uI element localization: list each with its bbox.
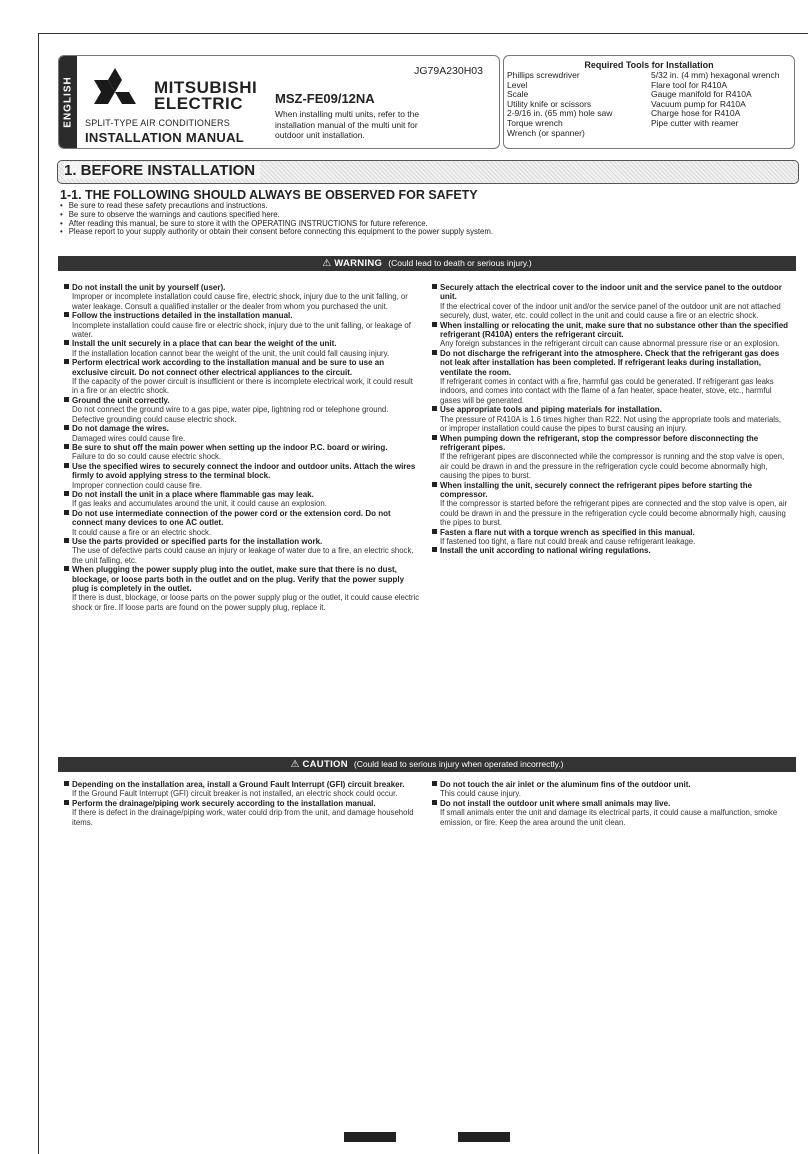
- safety-item-body: If the electrical cover of the indoor unit and/or the service panel of the outdoor unit are not attached securely, dust, water, etc. could collect in the unit and could cause a fire or an electric shock.: [440, 301, 781, 321]
- safety-item-heading: Perform the drainage/piping work securely according to the installation manual.: [64, 799, 420, 808]
- safety-item: [64, 490, 420, 509]
- safety-item-body: If refrigerant comes in contact with a fire, harmful gas could be generated. If refrigerant gas leaks indoors, and comes into contact with the flame of a fan heater, space heater, stove, etc., harmful gases will be generated.: [440, 377, 774, 405]
- safety-item-heading: Depending on the installation area, install a Ground Fault Interrupt (GFI) circuit breaker.: [64, 780, 420, 789]
- brand-name-line2: ELECTRIC: [154, 94, 243, 113]
- section-heading-bar: [57, 160, 799, 184]
- safety-item-heading: Ground the unit correctly.: [64, 396, 420, 405]
- safety-item-body: Improper connection could cause fire.: [72, 480, 203, 490]
- tools-list-left: [507, 71, 651, 138]
- safety-item-heading: Install the unit according to national wiring regulations.: [432, 546, 790, 555]
- safety-item-heading: Fasten a flare nut with a torque wrench as specified in this manual.: [432, 528, 790, 537]
- safety-item-body: If gas leaks and accumulates around the unit, it could cause an explosion.: [72, 499, 327, 509]
- safety-item: [432, 528, 790, 547]
- tool-item: Wrench (or spanner): [507, 127, 585, 138]
- safety-item-body: If the capacity of the power circuit is insufficient or there is incomplete electrical work, it could result in a fire or an electric shock.: [72, 377, 413, 396]
- safety-item-heading: When pumping down the refrigerant, stop the compressor before disconnecting the refrigerant pipes.: [432, 434, 790, 453]
- safety-item: [64, 311, 420, 339]
- mitsubishi-logo-icon: [85, 66, 145, 110]
- safety-item: [64, 509, 420, 537]
- footer-mark-right: [458, 1132, 510, 1142]
- model-number: MSZ-FE09/12NA: [275, 91, 375, 106]
- safety-item-body: If the Ground Fault Interrupt (GFI) circuit breaker is not installed, an electric shock could occur.: [72, 789, 398, 799]
- warning-note: (Could lead to death or serious injury.): [388, 258, 532, 268]
- safety-item-body: If the installation location cannot bear the weight of the unit, the unit could fall causing injury.: [72, 348, 390, 358]
- safety-item-heading: Do not damage the wires.: [64, 424, 420, 433]
- safety-item-body: If there is defect in the drainage/piping work, water could drip from the unit, and damage household items.: [72, 808, 414, 827]
- tool-item: Utility knife or scissors: [507, 98, 592, 109]
- product-category: SPLIT-TYPE AIR CONDITIONERS: [85, 118, 230, 128]
- safety-item-heading: When plugging the power supply plug into the outlet, make sure that there is no dust, blockage, or loose parts both in the outlet and on the plug. Verify that the power supply plug is completely in the outlet.: [64, 565, 420, 593]
- safety-item-heading: Use appropriate tools and piping materials for installation.: [432, 405, 790, 414]
- brand-name-line1: MITSUBISHI: [154, 78, 258, 97]
- safety-item: [64, 443, 420, 462]
- safety-item: [64, 339, 420, 358]
- safety-item-heading: When installing the unit, securely connect the refrigerant pipes before starting the compressor.: [432, 481, 790, 500]
- tool-item: Gauge manifold for R410A: [651, 89, 752, 100]
- safety-item: [432, 405, 790, 433]
- tool-item: Flare tool for R410A: [651, 79, 728, 90]
- document-code: JG79A230H03: [414, 65, 483, 77]
- tool-item: Charge hose for R410A: [651, 108, 741, 119]
- safety-item: [432, 780, 790, 799]
- safety-item-heading: Do not discharge the refrigerant into the atmosphere. Check that the refrigerant gas does not leak after installation has been completed. If refrigerant leaks during installation, ventilate the room.: [432, 349, 790, 377]
- safety-item: [64, 424, 420, 443]
- safety-item-heading: Install the unit securely in a place that can bear the weight of the unit.: [64, 339, 420, 348]
- safety-item-body: Incomplete installation could cause fire or electric shock, injury due to the unit falling, or leakage of water.: [72, 320, 411, 340]
- safety-item-body: Failure to do so could cause electric shock.: [72, 452, 222, 462]
- tool-item: Torque wrench: [507, 117, 563, 128]
- footer-mark-left: [344, 1132, 396, 1142]
- safety-item: [432, 321, 790, 349]
- multi-unit-note: When installing multi units, refer to the installation manual of the multi unit for outdoor unit installation.: [275, 109, 420, 140]
- section-title: 1. BEFORE INSTALLATION: [64, 162, 260, 179]
- safety-item-body: The pressure of R410A is 1.6 times higher than R22. Not using the appropriate tools and materials, or improper installation could cause the pipes to burst causing an injury.: [440, 414, 782, 434]
- safety-item-body: If fastened too tight, a flare nut could break and cause refrigerant leakage.: [440, 536, 696, 546]
- safety-item: [64, 283, 420, 311]
- tool-item: Phillips screwdriver: [507, 70, 580, 80]
- safety-item-heading: Securely attach the electrical cover to the indoor unit and the service panel to the outdoor unit.: [432, 283, 790, 302]
- safety-item: [64, 537, 420, 565]
- manual-title: INSTALLATION MANUAL: [85, 130, 245, 145]
- intro-bullet: • Be sure to read these safety precautions and instructions.: [60, 202, 493, 211]
- safety-item-heading: Do not install the unit by yourself (user).: [64, 283, 420, 292]
- safety-intro-list: [60, 202, 493, 237]
- warning-column-left: [64, 283, 420, 612]
- safety-item: [64, 780, 420, 799]
- manual-header: [58, 55, 500, 149]
- safety-item: [64, 396, 420, 424]
- intro-bullet: • After reading this manual, be sure to store it with the OPERATING INSTRUCTIONS for future reference.: [60, 220, 493, 229]
- safety-item: [64, 462, 420, 490]
- tool-item: 5/32 in. (4 mm) hexagonal wrench: [651, 70, 780, 80]
- safety-item-heading: Do not use intermediate connection of the power cord or the extension cord. Do not connect many devices to one AC outlet.: [64, 509, 420, 528]
- safety-item-heading: Perform electrical work according to the installation manual and be sure to use an exclusive circuit. Do not connect other electrical appliances to the circuit.: [64, 358, 420, 377]
- tool-item: Level: [507, 79, 528, 90]
- language-label: ENGLISH: [62, 76, 74, 128]
- safety-item: [432, 283, 790, 321]
- tool-item: 2-9/16 in. (65 mm) hole saw: [507, 108, 613, 119]
- subsection-title: 1-1. THE FOLLOWING SHOULD ALWAYS BE OBSERVED FOR SAFETY: [60, 188, 478, 202]
- safety-item-heading: Use the specified wires to securely connect the indoor and outdoor units. Attach the wires firmly to avoid applying stress to the terminal block.: [64, 462, 420, 481]
- caution-band: [58, 757, 796, 772]
- safety-item-heading: Do not install the unit in a place where flammable gas may leak.: [64, 490, 420, 499]
- safety-item: [432, 546, 790, 555]
- safety-item-body: If the compressor is started before the refrigerant pipes are connected and the stop valve is open, air could be drawn in and the pressure in the refrigeration cycle could become abnormally high, causing the pipes to burst.: [440, 499, 788, 528]
- safety-item-body: The use of defective parts could cause an injury or leakage of water due to a fire, an electric shock, the unit falling, etc.: [72, 546, 414, 565]
- safety-item-heading: When installing or relocating the unit, make sure that no substance other than the specified refrigerant (R410A) enters the refrigerant circuit.: [432, 321, 790, 340]
- safety-item: [64, 358, 420, 396]
- caution-column-left: [64, 780, 420, 827]
- warning-band: [58, 256, 796, 271]
- safety-item-body: Do not connect the ground wire to a gas pipe, water pipe, lightning rod or telephone ground. Defective grounding could cause electric shock.: [72, 405, 389, 424]
- caution-note: (Could lead to serious injury when operated incorrectly.): [353, 759, 564, 769]
- required-tools-box: [503, 55, 795, 149]
- safety-item: [432, 434, 790, 481]
- intro-bullet: • Please report to your supply authority or obtain their consent before connecting this equipment to the power supply system.: [60, 228, 493, 237]
- safety-item: [432, 481, 790, 528]
- caution-triangle-icon: ⚠: [290, 759, 300, 770]
- tool-item: Pipe cutter with reamer: [651, 117, 739, 128]
- warning-column-right: [432, 283, 790, 556]
- tools-list-right: [651, 71, 780, 138]
- safety-item-body: It could cause a fire or an electric shock.: [72, 527, 212, 537]
- safety-item-body: If there is dust, blockage, or loose parts on the power supply plug or the outlet, it could cause electric shock or fire. If loose parts are found on the power supply plug, replace it.: [72, 593, 420, 612]
- tools-title: Required Tools for Installation: [584, 60, 714, 70]
- safety-item-heading: Follow the instructions detailed in the installation manual.: [64, 311, 420, 320]
- safety-item-body: Any foreign substances in the refrigerant circuit can cause abnormal pressure rise or an explosion.: [440, 339, 780, 349]
- safety-item-heading: Do not install the outdoor unit where small animals may live.: [432, 799, 790, 808]
- language-tab: [59, 56, 77, 148]
- safety-item-body: If small animals enter the unit and damage its electrical parts, it could cause a malfunction, smoke emission, or fire. Keep the area around the unit clean.: [440, 808, 778, 827]
- safety-item-heading: Be sure to shut off the main power when setting up the indoor P.C. board or wiring.: [64, 443, 420, 452]
- tool-item: Scale: [507, 89, 529, 100]
- caution-column-right: [432, 780, 790, 827]
- safety-item: [432, 349, 790, 405]
- safety-item: [64, 565, 420, 612]
- safety-item-body: This could cause injury.: [440, 789, 521, 799]
- safety-item-body: Improper or incomplete installation could cause fire, electric shock, injury due to the unit falling, or water leakage. Consult a qualified installer or the dealer from whom you purchased the unit.: [72, 292, 408, 311]
- warning-title: WARNING: [334, 258, 383, 269]
- safety-item-heading: Use the parts provided or specified parts for the installation work.: [64, 537, 420, 546]
- safety-item-body: If the refrigerant pipes are disconnected while the compressor is running and the stop valve is open, air could be drawn in and the pressure in the refrigeration cycle could become abnormally high, causing the pipes to burst.: [440, 452, 785, 481]
- safety-item-heading: Do not touch the air inlet or the aluminum fins of the outdoor unit.: [432, 780, 790, 789]
- intro-bullet: • Be sure to observe the warnings and cautions specified here.: [60, 211, 493, 220]
- safety-item: [64, 799, 420, 827]
- safety-item-body: Damaged wires could cause fire.: [72, 433, 186, 443]
- safety-item: [432, 799, 790, 827]
- tool-item: Vacuum pump for R410A: [651, 98, 746, 109]
- warning-triangle-icon: ⚠: [322, 258, 332, 269]
- caution-title: CAUTION: [302, 759, 348, 770]
